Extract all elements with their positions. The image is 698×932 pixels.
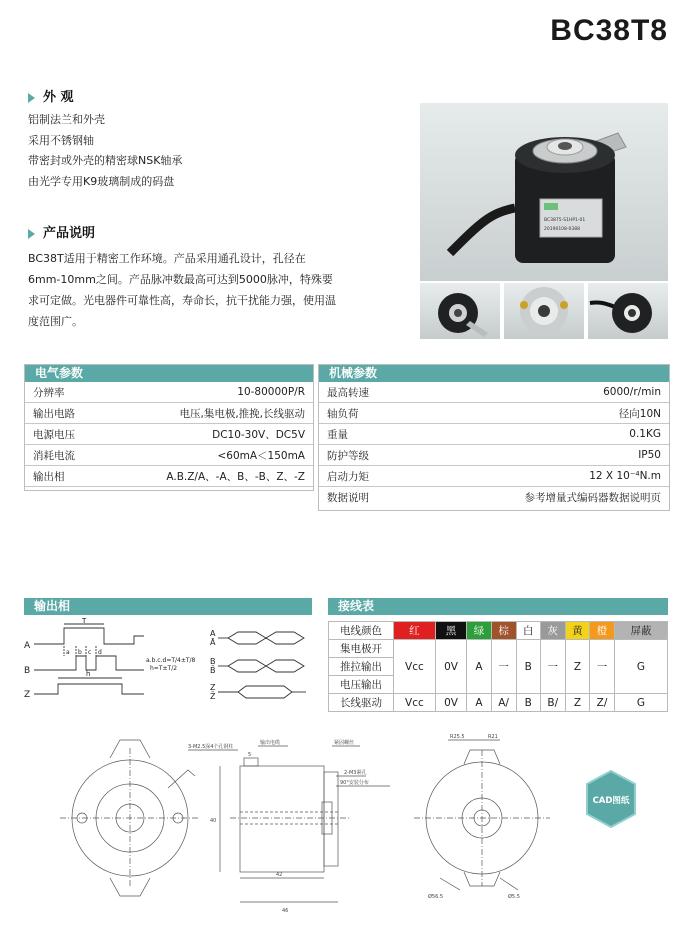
formula-1: a.b.c.d=T/4±T/8 [146, 657, 196, 664]
wiring-table [328, 621, 668, 712]
param-value: A.B.Z/A、-A、B、-B、Z、-Z [104, 466, 313, 487]
wire-color-cell: 棕 [491, 622, 516, 640]
wire-color-cell: 白 [516, 622, 540, 640]
diff-label: B [210, 657, 216, 666]
feature-list [28, 110, 182, 192]
feature-item: 由光学专用K9玻璃制成的码盘 [28, 174, 175, 188]
diff-label: Z [210, 683, 216, 692]
param-value: 电压,集电极,推挽,长线驱动 [104, 403, 313, 424]
product-label-line2: 20190108-0388 [544, 227, 580, 232]
param-name: 分辨率 [25, 382, 104, 403]
drawing-note: Ø5.5 [508, 894, 520, 900]
param-name: 启动力矩 [319, 466, 415, 487]
drawing-note: 3-M2.5深4个孔钢柱 [188, 744, 234, 750]
drawing-note: R21 [488, 734, 498, 740]
table-row [25, 466, 313, 487]
table-row [319, 487, 669, 508]
index-width-label: h [86, 670, 91, 678]
param-name: 消耗电流 [25, 445, 104, 466]
circuit-type-label: 推拉输出 [329, 658, 394, 676]
mechanical-params-table [319, 382, 669, 507]
appearance-heading [28, 86, 74, 105]
param-value: 12 X 10⁻⁴N.m [415, 466, 669, 487]
diff-label: Ā [210, 638, 216, 647]
pin-value: B [516, 640, 540, 694]
pin-value: G [615, 694, 668, 712]
param-name: 输出电路 [25, 403, 104, 424]
pin-value: 一 [590, 640, 615, 694]
wire-color-cell: 橙 [590, 622, 615, 640]
param-name: 数据说明 [327, 491, 369, 504]
pin-value: Z/ [590, 694, 615, 712]
drawing-note: 40 [210, 818, 217, 824]
pin-value: A [467, 694, 491, 712]
cad-drawing-label: CAD图纸 [592, 796, 630, 806]
table-row [319, 382, 669, 403]
table-row [319, 445, 669, 466]
phase-label-b: B [24, 666, 31, 676]
table-row [329, 694, 668, 712]
table-row [329, 640, 668, 658]
param-value: IP50 [415, 445, 669, 466]
description-heading-text: 产品说明 [43, 226, 96, 241]
param-value: 6000/r/min [415, 382, 669, 403]
table-row [25, 445, 313, 466]
param-name: 防护等级 [319, 445, 415, 466]
pin-value: Z [565, 640, 589, 694]
param-name: 输出相 [25, 466, 104, 487]
diff-label: B̄ [210, 666, 216, 675]
triangle-bullet-icon [28, 229, 35, 239]
table-row [319, 403, 669, 424]
phase-cell-b: b [78, 649, 82, 656]
param-name: 轴负荷 [319, 403, 415, 424]
product-thumbnail-3 [588, 283, 668, 339]
feature-item: 采用不锈钢轴 [28, 133, 94, 147]
param-value: 0.1KG [415, 424, 669, 445]
output-phase-heading: 输出相 [24, 598, 312, 615]
wire-color-cell: 黑 [435, 622, 467, 640]
wire-color-cell: 红 [394, 622, 436, 640]
param-name: 电源电压 [25, 424, 104, 445]
param-value: <60mA＜150mA [104, 445, 313, 466]
electrical-params-panel [24, 364, 314, 491]
drawing-note: 5 [248, 752, 252, 758]
pin-value: 一 [540, 640, 565, 694]
technical-drawing [60, 728, 580, 918]
pin-value: Vcc [394, 694, 436, 712]
pin-value: B/ [540, 694, 565, 712]
formula-2: h=T±T/2 [150, 665, 178, 672]
pin-value: Z [565, 694, 589, 712]
drawing-note: R25.5 [450, 734, 465, 740]
description-heading [28, 222, 95, 241]
pin-value: A [467, 640, 491, 694]
electrical-params-heading: 电气参数 [25, 365, 313, 382]
drawing-note: 2-M3紧孔 [344, 770, 367, 776]
table-row [25, 403, 313, 424]
pin-value: G [615, 640, 668, 694]
param-value: 径向10N [415, 403, 669, 424]
cad-drawing-button[interactable] [585, 770, 637, 828]
wiring-heading: 接线表 [328, 598, 668, 615]
drawing-note: 输出电缆 [260, 740, 281, 746]
circuit-type-label: 电压输出 [329, 676, 394, 694]
param-name: 重量 [319, 424, 415, 445]
drawing-note: 90°安装分布 [340, 780, 369, 786]
product-thumbnail-2 [504, 283, 584, 339]
wire-color-cell: 黄 [565, 622, 589, 640]
pin-value: 一 [491, 640, 516, 694]
mechanical-params-heading: 机械参数 [319, 365, 669, 382]
drawing-note: 46 [282, 908, 289, 914]
product-thumbnail-1 [420, 283, 500, 339]
pin-value: 0V [435, 640, 467, 694]
table-row [329, 622, 668, 640]
phase-label-a: A [24, 641, 31, 651]
drawing-note: Ø56.5 [428, 894, 444, 900]
table-row [319, 424, 669, 445]
diff-label: A [210, 629, 216, 638]
wire-color-header: 电线颜色 [329, 622, 394, 640]
param-value: 参考增量式编码器数据说明页 [524, 491, 661, 504]
product-photo [420, 103, 668, 281]
pin-value: B [516, 694, 540, 712]
product-label-line1: BC3875-S1HP1-01 [544, 218, 586, 223]
drawing-note: 紧固螺丝 [334, 740, 355, 746]
phase-cell-a: a [66, 649, 70, 656]
phase-cell-d: d [98, 649, 102, 656]
description-text: BC38T适用于精密工作环境。产品采用通孔设计，孔径在6mm-10mm之间。产品脉冲数最高可达到5000脉冲，特殊要求可定做。光电器件可靠性高，寿命长，抗干扰能力强，使用温度范围广。 [28, 252, 336, 328]
circuit-type-label: 集电极开 [329, 640, 394, 658]
table-row [25, 382, 313, 403]
table-row [25, 424, 313, 445]
drawing-note: 42 [276, 872, 283, 878]
table-row [319, 466, 669, 487]
param-value: DC10-30V、DC5V [104, 424, 313, 445]
appearance-heading-text: 外 观 [43, 90, 74, 105]
wire-color-cell: 绿 [467, 622, 491, 640]
wire-color-cell: 屏蔽 [615, 622, 668, 640]
pin-value: A/ [491, 694, 516, 712]
output-phase-diagram [24, 618, 314, 708]
circuit-type-label: 长线驱动 [329, 694, 394, 712]
param-name: 最高转速 [319, 382, 415, 403]
param-value: 10-80000P/R [104, 382, 313, 403]
period-label: T [82, 618, 87, 625]
mechanical-params-panel [318, 364, 670, 511]
electrical-params-table [25, 382, 313, 487]
triangle-bullet-icon [28, 93, 35, 103]
pin-value: 0V [435, 694, 467, 712]
feature-item: 铝制法兰和外壳 [28, 113, 105, 126]
phase-cell-c: c [88, 649, 92, 656]
wire-color-cell: 灰 [540, 622, 565, 640]
feature-item: 带密封或外壳的精密球NSK轴承 [28, 154, 183, 167]
phase-label-z: Z [24, 690, 31, 700]
pin-value: Vcc [394, 640, 436, 694]
diff-label: Z̄ [210, 692, 216, 701]
page-title: BC38T8 [550, 14, 668, 47]
